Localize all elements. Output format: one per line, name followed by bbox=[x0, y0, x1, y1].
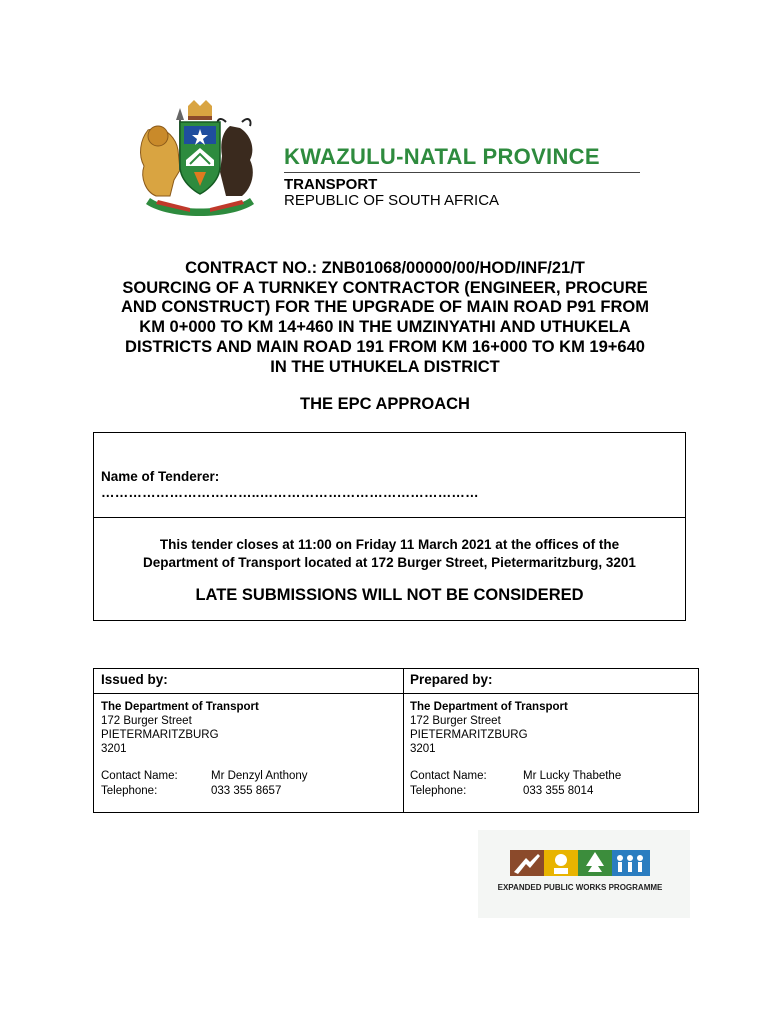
issued-by-city: PIETERMARITZBURG bbox=[101, 729, 219, 741]
tender-box bbox=[93, 432, 686, 621]
table-column-divider bbox=[403, 669, 404, 812]
issued-by-department: The Department of Transport bbox=[101, 701, 259, 713]
contract-description-line: IN THE UTHUKELA DISTRICT bbox=[270, 357, 500, 376]
approach-heading: THE EPC APPROACH bbox=[300, 395, 470, 413]
issued-by-contact-label: Contact Name: bbox=[101, 770, 178, 782]
prepared-by-phone: 033 355 8014 bbox=[523, 785, 594, 797]
contract-number: CONTRACT NO.: ZNB01068/00000/00/HOD/INF/21/T bbox=[185, 259, 585, 277]
header-divider bbox=[284, 172, 640, 173]
province-title: KWAZULU-NATAL PROVINCE bbox=[284, 144, 600, 169]
prepared-by-street: 172 Burger Street bbox=[410, 715, 501, 727]
issued-by-contact-name: Mr Denzyl Anthony bbox=[211, 770, 308, 782]
issued-by-heading: Issued by: bbox=[101, 672, 168, 687]
prepared-by-city: PIETERMARITZBURG bbox=[410, 729, 528, 741]
kzn-coat-of-arms-icon bbox=[130, 100, 270, 218]
prepared-by-postal-code: 3201 bbox=[410, 743, 436, 755]
prepared-by-phone-label: Telephone: bbox=[410, 785, 467, 797]
epwp-logo-icon bbox=[478, 830, 690, 918]
issued-by-phone: 033 355 8657 bbox=[211, 785, 282, 797]
department-name: TRANSPORT bbox=[284, 176, 378, 193]
contract-description-line: KM 0+000 TO KM 14+460 IN THE UMZINYATHI AND UTHUKELA bbox=[139, 318, 631, 337]
contract-title-block bbox=[90, 259, 680, 377]
closing-notice bbox=[94, 536, 685, 572]
issued-by-postal-code: 3201 bbox=[101, 743, 127, 755]
contact-table bbox=[93, 668, 699, 813]
tenderer-name-field[interactable]: ……………………………..………………………………………… bbox=[101, 485, 479, 500]
table-row-divider bbox=[94, 693, 698, 694]
tenderer-name-label: Name of Tenderer: bbox=[101, 469, 220, 484]
prepared-by-contact-label: Contact Name: bbox=[410, 770, 487, 782]
prepared-by-heading: Prepared by: bbox=[410, 672, 493, 687]
closing-notice-line: This tender closes at 11:00 on Friday 11 March 2021 at the offices of the bbox=[159, 537, 620, 552]
contract-description-line: SOURCING OF A TURNKEY CONTRACTOR (ENGINEER, PROCURE bbox=[122, 278, 648, 297]
tender-box-divider bbox=[94, 517, 685, 518]
closing-notice-line: Department of Transport located at 172 Burger Street, Pietermaritzburg, 3201 bbox=[143, 555, 636, 570]
contract-description-line: DISTRICTS AND MAIN ROAD 191 FROM KM 16+000 TO KM 19+640 bbox=[125, 337, 645, 356]
svg-text:EXPANDED PUBLIC WORKS PROGRAMM: EXPANDED PUBLIC WORKS PROGRAMME bbox=[497, 883, 663, 892]
contract-description-line: AND CONSTRUCT) FOR THE UPGRADE OF MAIN ROAD P91 FROM bbox=[121, 298, 649, 317]
issued-by-street: 172 Burger Street bbox=[101, 715, 192, 727]
prepared-by-contact-name: Mr Lucky Thabethe bbox=[523, 770, 622, 782]
late-submission-notice: LATE SUBMISSIONS WILL NOT BE CONSIDERED bbox=[195, 586, 584, 604]
prepared-by-department: The Department of Transport bbox=[410, 701, 568, 713]
issued-by-phone-label: Telephone: bbox=[101, 785, 158, 797]
country-name: REPUBLIC OF SOUTH AFRICA bbox=[284, 192, 500, 209]
